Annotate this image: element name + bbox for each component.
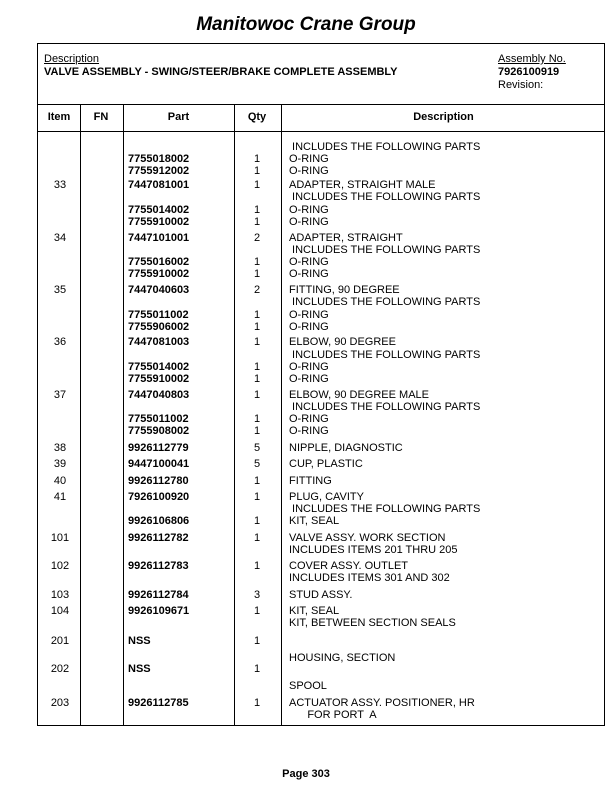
page-number: Page 303 xyxy=(282,768,330,780)
qty-cell: 1 xyxy=(253,153,261,165)
part-cell: 7755906002 xyxy=(128,321,190,333)
qty-cell: 1 xyxy=(253,697,261,709)
qty-cell: 1 xyxy=(253,268,261,280)
column-fn: FN xyxy=(93,111,109,123)
description-cell: KIT, SEAL xyxy=(289,515,340,527)
description-cell: INCLUDES THE FOLLOWING PARTS xyxy=(289,349,481,361)
qty-cell: 1 xyxy=(253,491,261,503)
qty-cell: 1 xyxy=(253,336,261,348)
part-cell: 7447081001 xyxy=(128,179,190,191)
item-cell: 101 xyxy=(50,532,70,544)
description-cell: INCLUDES THE FOLLOWING PARTS xyxy=(289,401,481,413)
description-cell: O-RING xyxy=(289,256,329,268)
item-cell: 37 xyxy=(53,389,67,401)
assembly-number-block xyxy=(498,53,566,92)
part-cell: 9926112779 xyxy=(128,442,189,454)
part-cell: 9926112782 xyxy=(128,532,189,544)
part-cell: 7447081003 xyxy=(128,336,190,348)
description-cell: O-RING xyxy=(289,361,329,373)
part-cell: 7755016002 xyxy=(128,256,190,268)
item-cell: 102 xyxy=(50,560,70,572)
description-value: VALVE ASSEMBLY - SWING/STEER/BRAKE COMPLETE ASSEMBLY xyxy=(44,66,398,78)
qty-cell: 1 xyxy=(253,361,261,373)
description-cell: INCLUDES THE FOLLOWING PARTS xyxy=(289,141,481,153)
qty-cell: 2 xyxy=(253,232,261,244)
part-cell: 7755910002 xyxy=(128,216,190,228)
description-cell: O-RING xyxy=(289,216,329,228)
parts-table-body xyxy=(38,131,604,725)
part-cell: 7755014002 xyxy=(128,204,190,216)
description-cell: ELBOW, 90 DEGREE MALE xyxy=(289,389,429,401)
part-cell: 7447101001 xyxy=(128,232,190,244)
part-cell: 7755908002 xyxy=(128,425,190,437)
description-cell: INCLUDES ITEMS 201 THRU 205 xyxy=(289,544,458,556)
description-cell: O-RING xyxy=(289,153,329,165)
description-cell: O-RING xyxy=(289,425,329,437)
part-cell: 7755018002 xyxy=(128,153,190,165)
item-cell: 201 xyxy=(50,635,70,647)
qty-cell: 1 xyxy=(253,165,261,177)
qty-cell: 1 xyxy=(253,373,261,385)
description-cell: HOUSING, SECTION xyxy=(289,652,396,664)
item-cell: 41 xyxy=(53,491,67,503)
description-cell: O-RING xyxy=(289,373,329,385)
part-cell: 9926112784 xyxy=(128,589,189,601)
qty-cell: 1 xyxy=(253,179,261,191)
part-cell: 7755912002 xyxy=(128,165,190,177)
item-cell: 104 xyxy=(50,605,70,617)
description-cell: INCLUDES THE FOLLOWING PARTS xyxy=(289,244,481,256)
description-cell: ADAPTER, STRAIGHT xyxy=(289,232,403,244)
qty-cell: 1 xyxy=(253,515,261,527)
description-cell: O-RING xyxy=(289,268,329,280)
qty-cell: 3 xyxy=(253,589,261,601)
description-cell: FITTING, 90 DEGREE xyxy=(289,284,400,296)
part-cell: 9926112780 xyxy=(128,475,189,487)
description-cell: INCLUDES ITEMS 301 AND 302 xyxy=(289,572,450,584)
qty-cell: 1 xyxy=(253,663,261,675)
assembly-value: 7926100919 xyxy=(498,66,560,78)
revision-label: Revision: xyxy=(498,79,544,91)
column-part: Part xyxy=(167,111,190,123)
description-label: Description xyxy=(44,53,100,65)
qty-cell: 1 xyxy=(253,309,261,321)
part-cell: 9926112783 xyxy=(128,560,189,572)
column-description: Description xyxy=(413,111,474,123)
part-cell: 7755014002 xyxy=(128,361,190,373)
item-cell: 203 xyxy=(50,697,70,709)
qty-cell: 5 xyxy=(253,442,261,454)
description-cell: O-RING xyxy=(289,204,329,216)
qty-cell: 1 xyxy=(253,204,261,216)
part-cell: NSS xyxy=(128,663,151,675)
qty-cell: 2 xyxy=(253,284,261,296)
description-cell: ADAPTER, STRAIGHT MALE xyxy=(289,179,436,191)
description-cell: O-RING xyxy=(289,413,329,425)
column-qty: Qty xyxy=(247,111,267,123)
part-cell: 7755011002 xyxy=(128,413,189,425)
description-cell: KIT, SEAL xyxy=(289,605,340,617)
qty-cell: 1 xyxy=(253,413,261,425)
qty-cell: 1 xyxy=(253,256,261,268)
item-cell: 38 xyxy=(53,442,67,454)
description-cell: STUD ASSY. xyxy=(289,589,353,601)
part-cell: 7755011002 xyxy=(128,309,189,321)
assembly-header xyxy=(38,44,604,105)
qty-cell: 1 xyxy=(253,321,261,333)
qty-cell: 1 xyxy=(253,425,261,437)
description-cell: INCLUDES THE FOLLOWING PARTS xyxy=(289,296,481,308)
description-cell: PLUG, CAVITY xyxy=(289,491,364,503)
description-cell: O-RING xyxy=(289,321,329,333)
description-cell: KIT, BETWEEN SECTION SEALS xyxy=(289,617,456,629)
brand-title: Manitowoc Crane Group xyxy=(196,14,416,35)
item-cell: 202 xyxy=(50,663,70,675)
description-cell: ACTUATOR ASSY. POSITIONER, HR xyxy=(289,697,475,709)
description-cell: O-RING xyxy=(289,309,329,321)
description-cell: FITTING xyxy=(289,475,332,487)
qty-cell: 1 xyxy=(253,605,261,617)
item-cell: 36 xyxy=(53,336,67,348)
qty-cell: 5 xyxy=(253,458,261,470)
qty-cell: 1 xyxy=(253,216,261,228)
description-cell: O-RING xyxy=(289,165,329,177)
item-cell: 40 xyxy=(53,475,67,487)
description-cell: INCLUDES THE FOLLOWING PARTS xyxy=(289,503,481,515)
qty-cell: 1 xyxy=(253,475,261,487)
column-item: Item xyxy=(47,111,71,123)
description-cell: VALVE ASSY. WORK SECTION xyxy=(289,532,446,544)
item-cell: 33 xyxy=(53,179,67,191)
part-cell: 9926106806 xyxy=(128,515,190,527)
qty-cell: 1 xyxy=(253,532,261,544)
part-cell: 7926100920 xyxy=(128,491,190,503)
item-cell: 103 xyxy=(50,589,70,601)
description-cell: NIPPLE, DIAGNOSTIC xyxy=(289,442,403,454)
description-cell: COVER ASSY. OUTLET xyxy=(289,560,409,572)
part-cell: 9926109671 xyxy=(128,605,190,617)
item-cell: 35 xyxy=(53,284,67,296)
item-cell: 39 xyxy=(53,458,67,470)
qty-cell: 1 xyxy=(253,560,261,572)
part-cell: 7447040603 xyxy=(128,284,190,296)
part-cell: 7755910002 xyxy=(128,268,190,280)
qty-cell: 1 xyxy=(253,389,261,401)
assembly-description-block xyxy=(44,53,397,79)
description-cell: FOR PORT A xyxy=(289,709,377,721)
part-cell: 7447040803 xyxy=(128,389,190,401)
description-cell: INCLUDES THE FOLLOWING PARTS xyxy=(289,191,481,203)
description-cell: SPOOL xyxy=(289,680,327,692)
part-cell: 7755910002 xyxy=(128,373,190,385)
assembly-label: Assembly No. xyxy=(498,53,566,65)
description-cell: CUP, PLASTIC xyxy=(289,458,363,470)
part-cell: NSS xyxy=(128,635,151,647)
part-cell: 9447100041 xyxy=(128,458,190,470)
item-cell: 34 xyxy=(53,232,67,244)
description-cell: ELBOW, 90 DEGREE xyxy=(289,336,396,348)
part-cell: 9926112785 xyxy=(128,697,189,709)
qty-cell: 1 xyxy=(253,635,261,647)
parts-list-frame xyxy=(37,43,605,726)
